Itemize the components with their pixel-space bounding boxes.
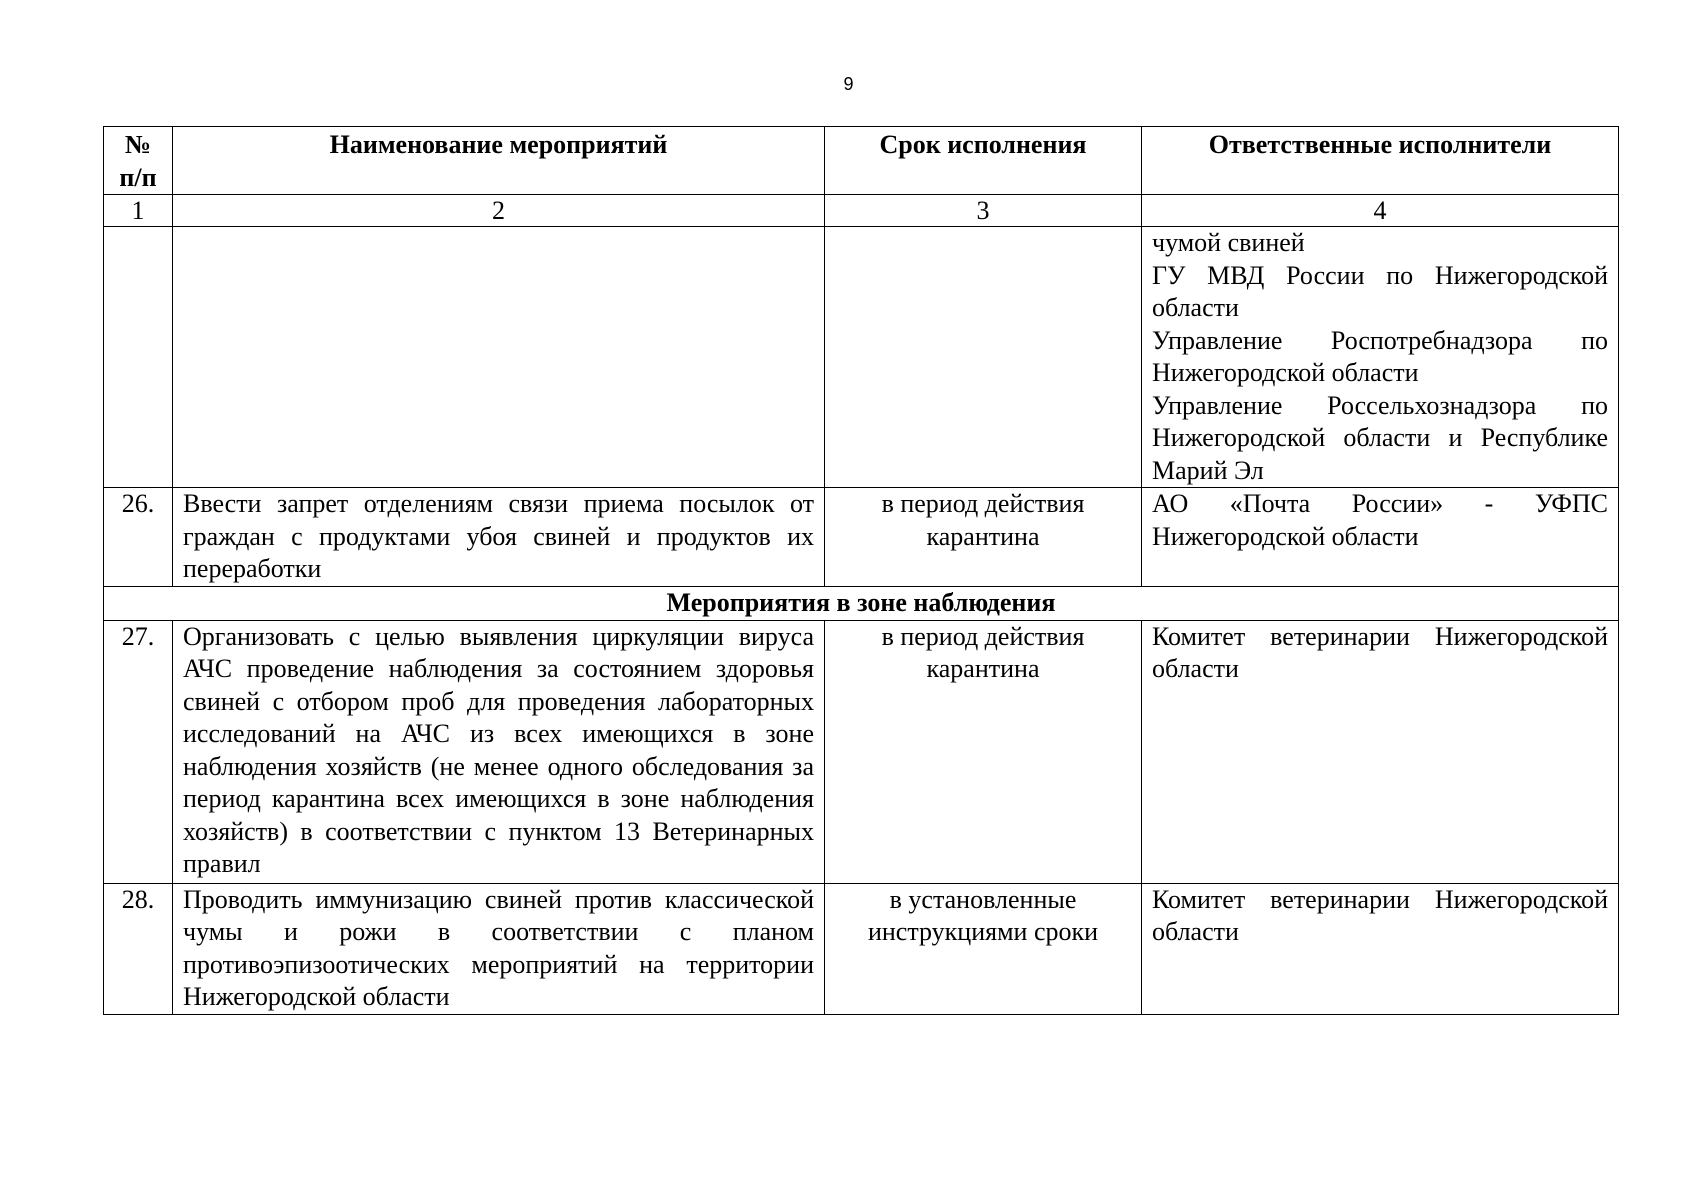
cell-executors: АО «Почта России» - УФПС Нижегородской области (1142, 488, 1619, 587)
column-number: 3 (825, 195, 1142, 227)
header-number: № п/п (104, 127, 173, 195)
table-row-26 (104, 488, 1619, 587)
cell-deadline: в установленные инструкциями сроки (825, 883, 1142, 1014)
cell-name: Ввести запрет отделениям связи приема посылок от граждан с продуктами убоя свиней и продуктов их переработки (173, 488, 825, 587)
header-executors: Ответственные исполнители (1142, 127, 1619, 195)
table-header-row (104, 127, 1619, 195)
column-number: 2 (173, 195, 825, 227)
executor-line: ГУ МВД России по Нижегородской области (1152, 260, 1608, 322)
executor-line: Управление Роспотребнадзора по Нижегородской области (1152, 325, 1608, 387)
executor-line: Управление Россельхознадзора по Нижегородской области и Республике Марий Эл (1152, 390, 1608, 485)
cell-name: Проводить иммунизацию свиней против классической чумы и рожи в соответствии с планом противоэпизоотических мероприятий на территории Нижегородской области (173, 883, 825, 1014)
cell-executors: Комитет ветеринарии Нижегородской области (1142, 620, 1619, 883)
section-row (104, 587, 1619, 621)
column-number: 1 (104, 195, 173, 227)
cell-number: 28. (104, 883, 173, 1014)
cell-number-empty (104, 227, 173, 488)
page-number: 9 (843, 74, 854, 94)
section-title: Мероприятия в зоне наблюдения (104, 587, 1619, 621)
measures-table (103, 126, 1619, 1015)
table-row-continuation (104, 227, 1619, 488)
header-name: Наименование мероприятий (173, 127, 825, 195)
cell-executors: Комитет ветеринарии Нижегородской области (1142, 883, 1619, 1014)
executor-line: чумой свиней (1152, 228, 1305, 257)
cell-number: 26. (104, 488, 173, 587)
column-number: 4 (1142, 195, 1619, 227)
column-number-row (104, 195, 1619, 227)
cell-deadline-empty (825, 227, 1142, 488)
header-deadline: Срок исполнения (825, 127, 1142, 195)
cell-deadline: в период действия карантина (825, 488, 1142, 587)
cell-name: Организовать с целью выявления циркуляции вируса АЧС проведение наблюдения за состоянием здоровья свиней с отбором проб для проведения лабораторных исследований на АЧС из всех имеющихся в зоне наблюдения хозяйств (не менее одного обследования за период карантина всех имеющихся в зоне наблюдения хозяйств) в соответствии с пунктом 13 Ветеринарных правил (173, 620, 825, 883)
cell-deadline: в период действия карантина (825, 620, 1142, 883)
cell-executors (1142, 227, 1619, 488)
cell-number: 27. (104, 620, 173, 883)
cell-name-empty (173, 227, 825, 488)
table-row-28 (104, 883, 1619, 1014)
table-row-27 (104, 620, 1619, 883)
